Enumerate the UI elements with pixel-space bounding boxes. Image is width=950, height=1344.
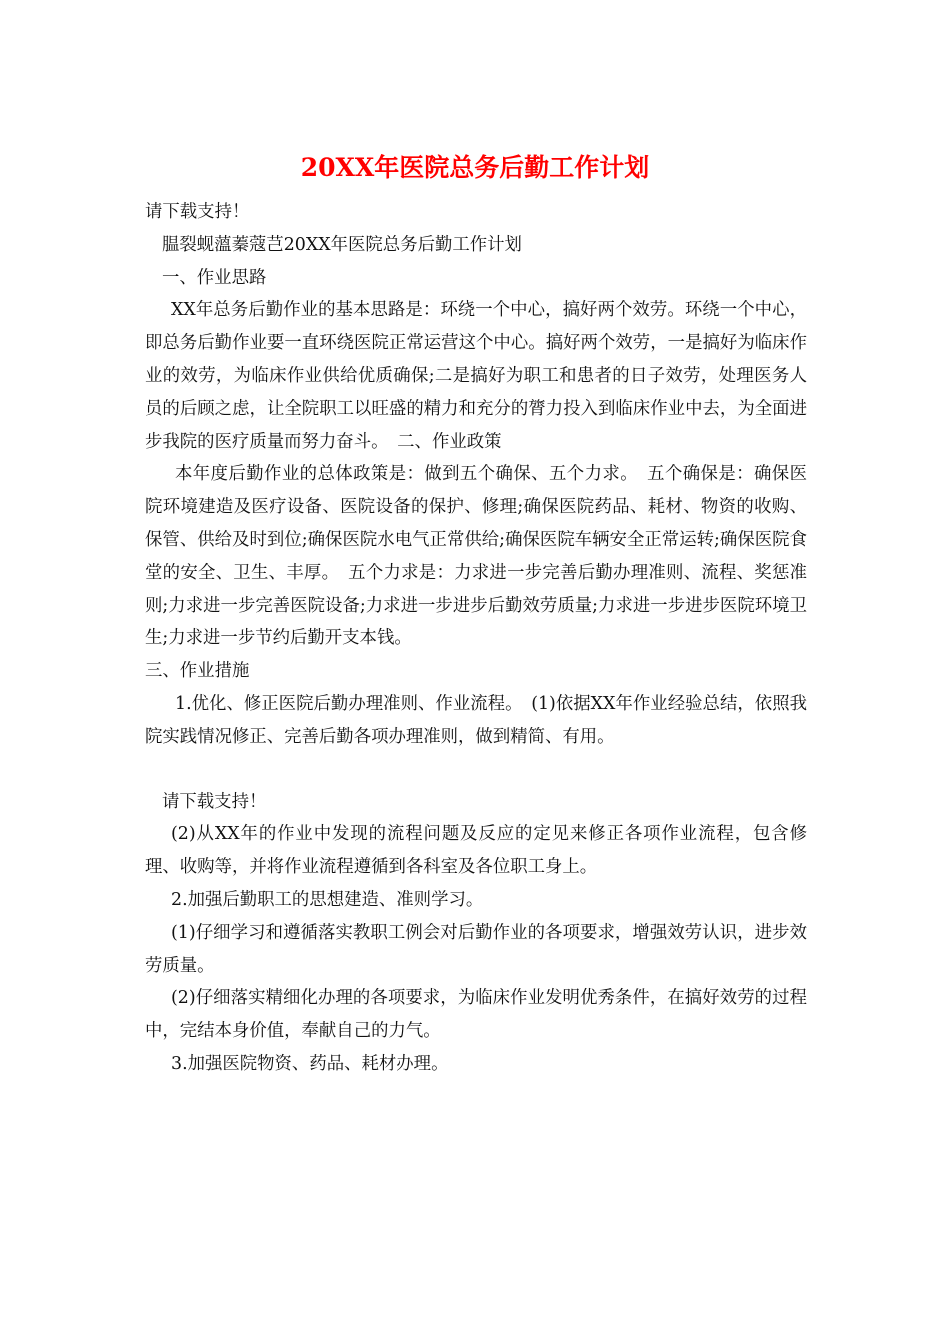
paragraph-measure-2-1: (1)仔细学习和遵循落实教职工例会对后勤作业的各项要求，增强效劳认识，进步效劳质量。	[145, 922, 807, 976]
document-body	[145, 196, 807, 1081]
paragraph-measure-3: 3.加强医院物资、药品、耗材办理。	[171, 1053, 449, 1074]
paragraph-work-policy: 本年度后勤作业的总体政策是：做到五个确保、五个力求。 五个确保是：确保医院环境建造及医疗设备、医院设备的保护、修理;确保医院药品、耗材、物资的收购、保管、供给及时到位;确保医院水电气正常供给;确保医院车辆安全正常运转;确保医院食堂的安全、卫生、丰厚。 五个力求是：力求进一步完善后勤办理准则、流程、奖惩准则;力求进一步完善医院设备;力求进一步进步后勤效劳质量;力求进一步进步医院环境卫生;力求进一步节约后勤开支本钱。	[145, 464, 807, 649]
paragraph-work-ideas: XX年总务后勤作业的基本思路是：环绕一个中心，搞好两个效劳。环绕一个中心，即总务后勤作业要一直环绕医院正常运营这个中心。搞好两个效劳，一是搞好为临床作业的效劳，为临床作业供给优质确保;二是搞好为职工和患者的日子效劳，处理医务人员的后顾之虑，让全院职工以旺盛的精力和充分的膂力投入到临床作业中去，为全面进步我院的医疗质量而努力奋斗。 二、作业政策	[145, 300, 807, 452]
paragraph-measure-2: 2.加强后勤职工的思想建造、准则学习。	[171, 889, 484, 910]
paragraph-measure-1-2: (2)从XX年的作业中发现的流程问题及反应的定见来修正各项作业流程，包含修理、收购等，并将作业流程遵循到各科室及各位职工身上。	[145, 824, 807, 878]
doc-subtitle-line: 腽裂蚬薀蓁蔻芑20XX年医院总务后勤工作计划	[162, 234, 522, 255]
section-heading-1: 一、作业思路	[162, 267, 267, 288]
download-notice: 请下载支持！	[145, 202, 250, 222]
paragraph-measure-2-2: (2)仔细落实精细化办理的各项要求，为临床作业发明优秀条件，在搞好效劳的过程中，完结本身价值，奉献自己的力气。	[145, 988, 807, 1042]
paragraph-measure-1: 1.优化、修正医院后勤办理准则、作业流程。 (1)依据XX年作业经验总结，依照我院实践情况修正、完善后勤各项办理准则，做到精简、有用。	[145, 693, 807, 747]
download-notice-2: 请下载支持！	[162, 791, 267, 812]
section-heading-3: 三、作业措施	[145, 661, 250, 682]
paragraph-gap	[145, 754, 807, 786]
document-title: 20XX年医院总务后勤工作计划	[300, 153, 650, 182]
